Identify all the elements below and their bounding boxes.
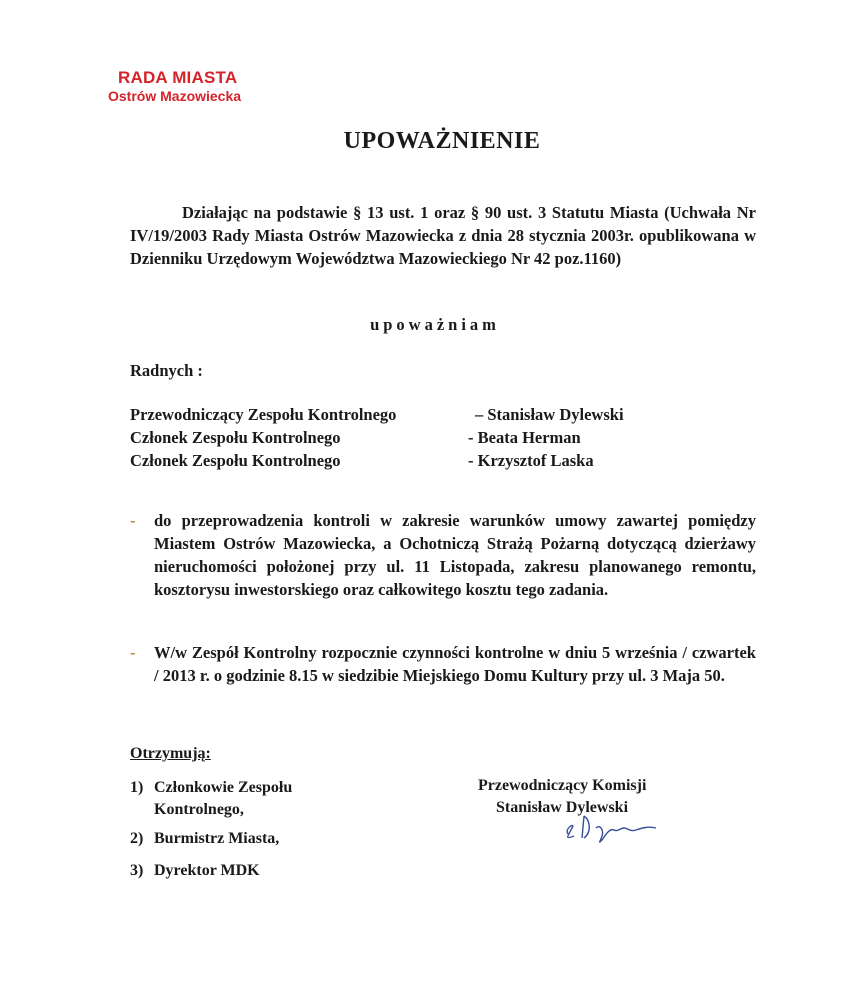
councillors-label: Radnych : (130, 361, 203, 380)
recipient-text: Burmistrz Miasta, (154, 830, 280, 847)
signer-title: Przewodniczący Komisji (478, 777, 647, 794)
handwritten-signature (562, 806, 662, 846)
bullet-text: W/w Zespół Kontrolny rozpocznie czynności kontrolne w dniu 5 września / czwartek / 2013 r. o godzinie 8.15 w siedzibie Miejskiego Domu Kultury przy ul. 3 Maja 50. (154, 643, 756, 685)
recipient-text: Dyrektor MDK (154, 862, 260, 879)
bullet-item (130, 509, 756, 601)
bullet-dash: - (130, 511, 136, 530)
signer-name: Stanisław Dylewski (496, 799, 629, 816)
member-role: Członek Zespołu Kontrolnego (130, 428, 341, 447)
bullet-dash: - (130, 643, 136, 662)
legal-basis-paragraph: Działając na podstawie § 13 ust. 1 oraz § 90 ust. 3 Statutu Miasta (Uchwała Nr IV/19/2003 Rady Miasta Ostrów Mazowiecka z dnia 28 stycznia 2003r. opublikowana w Dzienniku Urzędowym Województwa Mazowieckiego Nr 42 poz.1160) (130, 203, 756, 268)
bullet-text: do przeprowadzenia kontroli w zakresie warunków umowy zawartej pomiędzy Miastem Ostrów Mazowiecka, a Ochotniczą Strażą Pożarną dotyczącą dzierżawy nieruchomości położonej przy ul. 11 Listopada, zakresu planowanego remontu, kosztorysu inwestorskiego oraz całkowitego kosztu tego zadania. (154, 511, 756, 599)
council-stamp (108, 68, 241, 104)
member-role: Członek Zespołu Kontrolnego (130, 451, 341, 470)
member-name: - Beata Herman (468, 428, 581, 447)
recipient-item (130, 860, 260, 882)
document-title: UPOWAŻNIENIE (343, 128, 541, 154)
member-role: Przewodniczący Zespołu Kontrolnego (130, 405, 397, 424)
recipient-text: Członkowie Zespołu Kontrolnego, (154, 779, 293, 818)
authorize-word: upoważniam (370, 315, 500, 334)
recipient-item (130, 777, 330, 821)
recipient-item (130, 828, 279, 850)
stamp-line-1: RADA MIASTA (118, 68, 238, 87)
member-name: – Stanisław Dylewski (475, 405, 624, 424)
recipient-number: 1) (130, 779, 144, 796)
recipient-number: 2) (130, 830, 144, 847)
recipients-label: Otrzymują: (130, 745, 211, 762)
member-name: - Krzysztof Laska (468, 451, 594, 470)
recipient-number: 3) (130, 862, 144, 879)
bullet-item (130, 641, 756, 687)
stamp-line-2: Ostrów Mazowiecka (108, 87, 242, 104)
